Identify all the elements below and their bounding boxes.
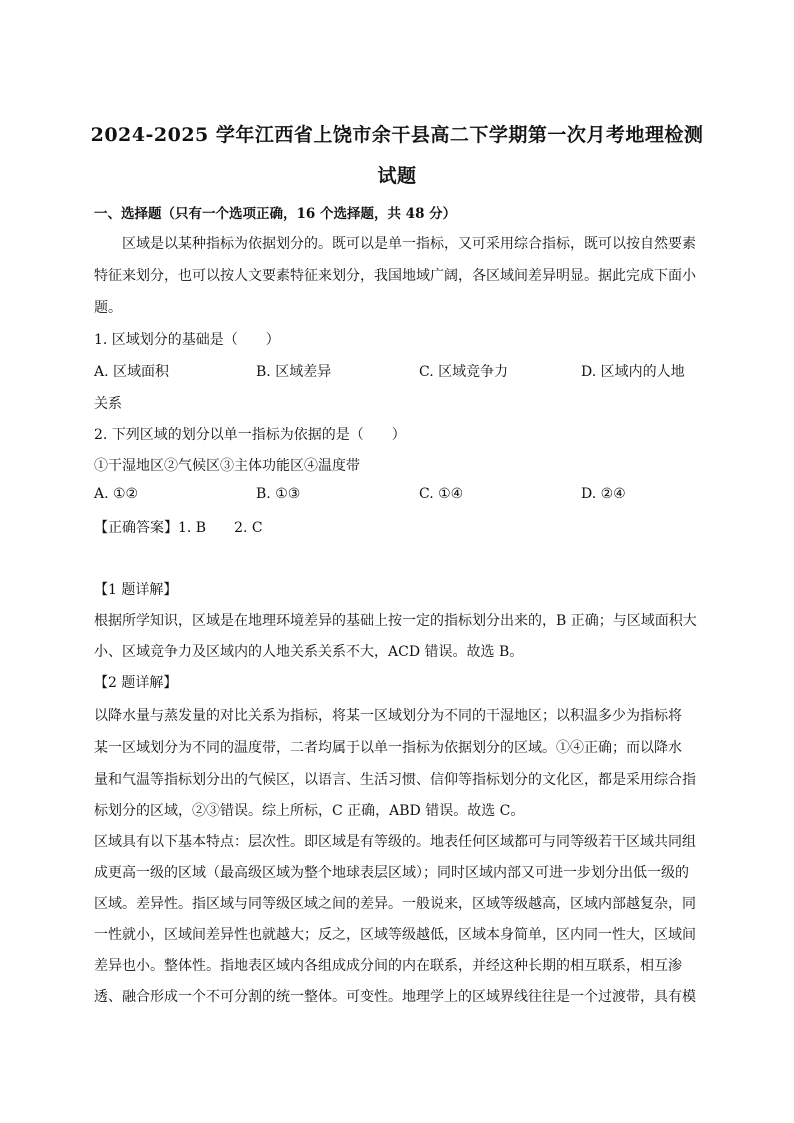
question-2-option-a: A. ①②: [94, 486, 139, 502]
question-1-option-a: A. 区域面积: [94, 364, 170, 380]
question-1-stem: 1. 区域划分的基础是（ ）: [94, 332, 280, 348]
detail-2-line: 区域。差异性。指区域与同等级区域之间的差异。一般说来，区域等级越高，区域内部越复杂，同: [94, 896, 696, 912]
detail-2-line: 一性就小，区域间差异性也就越大；反之，区域等级越低，区域本身简单，区内同一性大，区域间: [94, 927, 696, 943]
material-paragraph-line: 特征来划分，也可以按人文要素特征来划分，我国地域广阔，各区域间差异明显。据此完成下面小: [94, 268, 696, 284]
question-2-option-c: C. ①④: [419, 486, 464, 502]
question-1-option-b: B. 区域差异: [256, 364, 332, 380]
detail-2-line: 成更高一级的区域（最高级区域为整个地球表层区域）；同时区域内部又可进一步划分出低一级的: [94, 865, 689, 881]
document-title-line-1: 2024-2025 学年江西省上饶市余干县高二下学期第一次月考地理检测: [90, 124, 704, 146]
detail-2-line: 差异也小。整体性。指地表区域内各组成成分间的内在联系，并经这种长期的相互联系，相互渗: [94, 958, 682, 974]
question-1-option-d-wrap: 关系: [94, 396, 122, 412]
detail-2-line: 某一区域划分为不同的温度带，二者均属于以单一指标为依据划分的区域。①④正确；而以降水: [94, 740, 682, 756]
detail-1-heading: 【1 题详解】: [94, 582, 178, 598]
question-2-stem: 2. 下列区域的划分以单一指标为依据的是（ ）: [94, 427, 406, 443]
detail-1-line: 根据所学知识，区域是在地理环境差异的基础上按一定的指标划分出来的，B 正确；与区域面积大: [94, 613, 697, 629]
question-2-option-d: D. ②④: [581, 486, 626, 502]
material-paragraph-line: 区域是以某种指标为依据划分的。既可以是单一指标，又可采用综合指标，既可以按自然要素: [122, 236, 696, 252]
question-1-option-d: D. 区域内的人地: [581, 364, 685, 380]
detail-2-line: 标划分的区域，②③错误。综上所标，C 正确，ABD 错误。故选 C。: [94, 803, 525, 819]
detail-2-line: 量和气温等指标划分出的气候区，以语言、生活习惯、信仰等指标划分的文化区，都是采用综合指: [94, 772, 696, 788]
material-paragraph-line: 题。: [94, 300, 122, 316]
detail-2-line: 以降水量与蒸发量的对比关系为指标，将某一区域划分为不同的干湿地区；以积温多少为指标将: [94, 708, 682, 724]
detail-1-line: 小、区域竞争力及区域内的人地关系关系不大，ACD 错误。故选 B。: [94, 644, 524, 660]
question-2-items: ①干湿地区②气候区③主体功能区④温度带: [94, 458, 360, 474]
document-title-line-2: 试题: [377, 165, 417, 187]
question-2-option-b: B. ①③: [256, 486, 301, 502]
question-1-option-c: C. 区域竞争力: [419, 364, 509, 380]
answer-key: 【正确答案】1. B 2. C: [94, 520, 263, 536]
detail-2-heading: 【2 题详解】: [94, 675, 178, 691]
detail-2-line: 透、融合形成一个不可分割的统一整体。可变性。地理学上的区域界线往往是一个过渡带，具有模: [94, 989, 696, 1005]
section-heading-choice: 一、选择题（只有一个选项正确，16 个选择题，共 48 分）: [94, 206, 457, 222]
detail-2-line: 区域具有以下基本特点：层次性。即区域是有等级的。地表任何区域都可与同等级若干区域共同组: [94, 834, 696, 850]
